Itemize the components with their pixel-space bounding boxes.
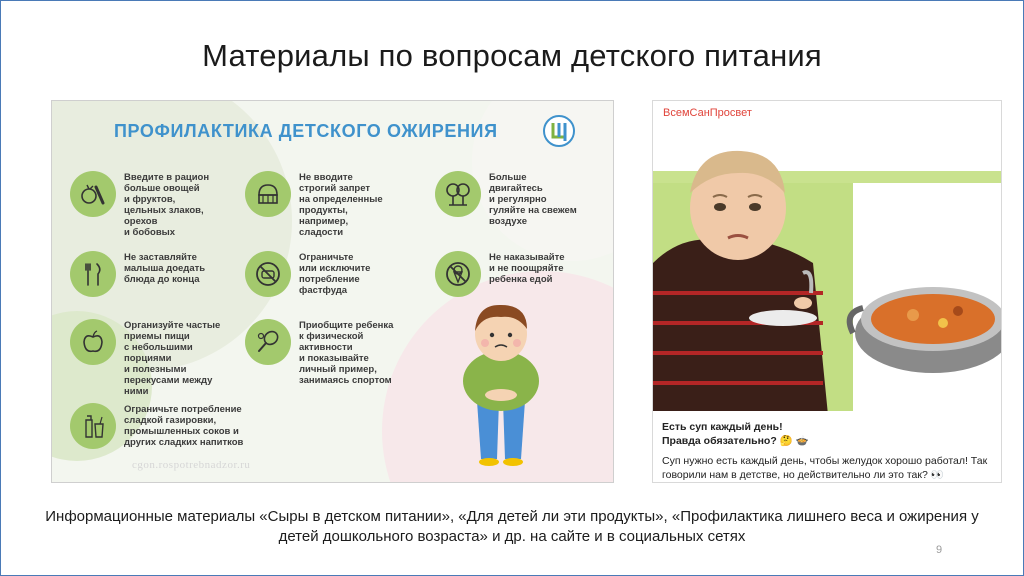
- trees-icon: [435, 171, 481, 217]
- no-icecream-icon: [435, 251, 481, 297]
- no-fastfood-icon: [245, 251, 291, 297]
- apple-icon: [70, 319, 116, 365]
- tip-move-more: [435, 171, 577, 227]
- poster-watermark: cgon.rospotrebnadzor.ru: [132, 459, 251, 471]
- post-text: [662, 420, 997, 483]
- post-source: ВсемСанПросвет: [663, 107, 752, 119]
- cutlery-icon: [70, 251, 116, 297]
- child-illustration: [447, 299, 557, 469]
- tip-text: Приобщите ребенка к физической активности и показывайте личный пример, занимаясь спортом: [299, 320, 394, 386]
- tip-text: Ограничьте потребление сладкой газировки, промышленных соков и других сладких напитков: [124, 404, 244, 448]
- social-post: [652, 100, 1002, 483]
- drinks-icon: [70, 403, 116, 449]
- tip-text: Больше двигайтесь и регулярно гуляйте на свежем воздухе: [489, 172, 577, 227]
- rospotrebnadzor-logo-icon: [543, 115, 575, 147]
- tip-text: Не наказывайте и не поощряйте ребенка едой: [489, 252, 565, 285]
- vegetables-icon: [70, 171, 116, 217]
- racket-icon: [245, 319, 291, 365]
- poster-title: ПРОФИЛАКТИКА ДЕТСКОГО ОЖИРЕНИЯ: [114, 121, 498, 141]
- tip-vegetables: [70, 171, 209, 238]
- tip-no-food-reward: [435, 251, 565, 297]
- tip-text: Не вводите строгий запрет на определенные продукты, например, сладости: [299, 172, 383, 238]
- tip-text: Ограничьте или исключите потребление фастфуда: [299, 252, 371, 296]
- tip-no-strict-ban: [245, 171, 383, 238]
- obesity-prevention-infographic: [51, 100, 614, 483]
- post-headline: Есть суп каждый день!: [662, 421, 783, 433]
- tip-frequent-meals: [70, 319, 220, 397]
- tip-text: Не заставляйте малыша доедать блюда до конца: [124, 252, 206, 285]
- page-number: 9: [936, 544, 943, 556]
- tip-no-forcing: [70, 251, 205, 297]
- tip-limit-sweet-drinks: [70, 403, 243, 449]
- tip-text: Введите в рацион больше овощей и фруктов, цельных злаков, орехов и бобовых: [124, 172, 210, 238]
- child-with-soup-image: [653, 123, 1001, 415]
- slide-caption: Информационные материалы «Сыры в детском питании», «Для детей ли эти продукты», «Профилактика лишнего веса и ожирения у детей дошкольного возраста» и др. на сайте и в социальных сетях: [45, 508, 979, 545]
- post-paragraph: Суп нужно есть каждый день, чтобы желудок хорошо работал! Так говорили нам в детстве, но действительно ли это так? 👀: [662, 455, 988, 481]
- tip-text: Организуйте частые приемы пищи с небольшими порциями и полезными перекусами между ними: [124, 320, 221, 397]
- tip-physical-activity: [245, 319, 393, 386]
- tip-limit-fastfood: [245, 251, 370, 297]
- post-subheadline: Правда обязательно? 🤔 🍲: [662, 435, 809, 447]
- slide-title: Материалы по вопросам детского питания: [202, 38, 822, 73]
- cake-icon: [245, 171, 291, 217]
